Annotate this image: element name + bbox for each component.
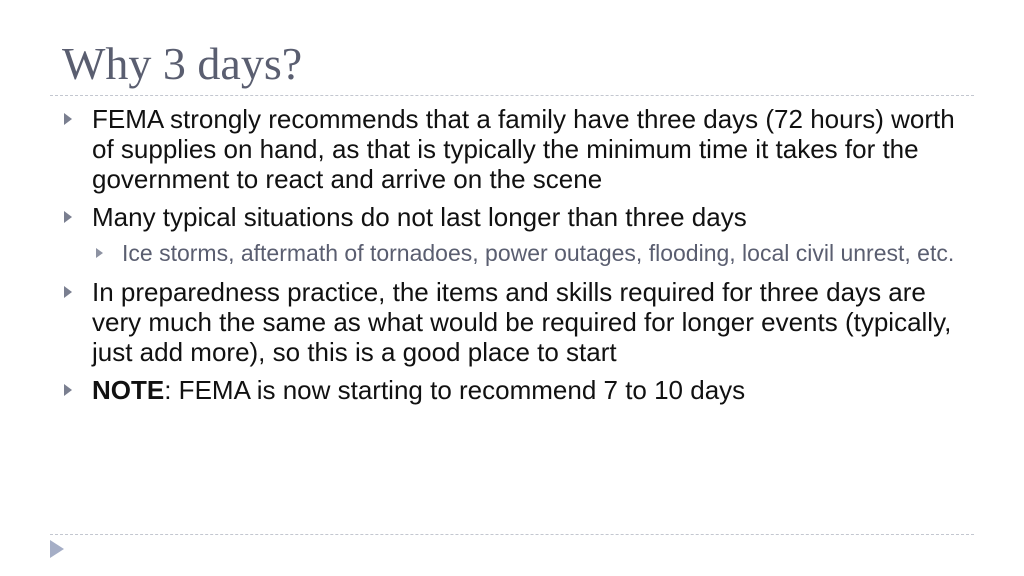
bullet-text: FEMA strongly recommends that a family have three days (72 hours) worth of supplies on hand, as that is typically the minimum time it takes for the government to react and arrive on the scene — [92, 104, 955, 194]
bullet-list — [60, 104, 970, 413]
triangle-right-icon — [64, 286, 72, 298]
bullet-text: Many typical situations do not last longer than three days — [92, 202, 747, 232]
bullet-text: In preparedness practice, the items and skills required for three days are very much the same as what would be required for longer events (typically, just add more), so this is a good place to start — [92, 277, 952, 367]
play-arrow-icon[interactable] — [50, 540, 64, 558]
bullet-text: : FEMA is now starting to recommend 7 to 10 days — [164, 375, 746, 405]
sub-bullet-text: Ice storms, aftermath of tornadoes, power outages, flooding, local civil unrest, etc. — [122, 240, 955, 266]
bullet-item-2 — [60, 202, 970, 232]
triangle-right-icon — [96, 248, 103, 258]
bullet-item-3 — [60, 277, 970, 367]
footer-divider — [50, 534, 974, 535]
sub-bullet-item-1 — [92, 240, 970, 267]
triangle-right-icon — [64, 384, 72, 396]
note-label: NOTE — [92, 375, 165, 405]
bullet-item-1 — [60, 104, 970, 194]
triangle-right-icon — [64, 113, 72, 125]
bullet-item-4 — [60, 375, 970, 405]
triangle-right-icon — [64, 211, 72, 223]
title-divider — [50, 95, 974, 96]
slide-title: Why 3 days? — [62, 38, 303, 89]
